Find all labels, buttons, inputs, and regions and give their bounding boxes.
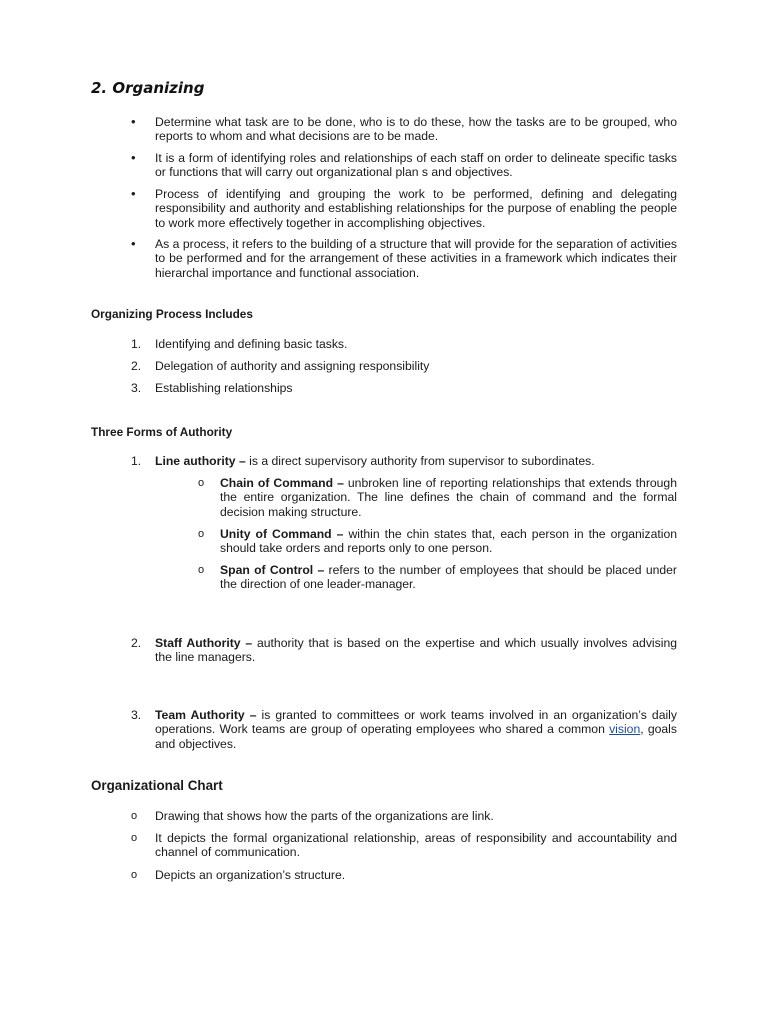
list-item: Depicts an organization’s structure. xyxy=(155,868,346,882)
chart-heading: Organizational Chart xyxy=(91,778,223,793)
circle-marker: o xyxy=(131,869,138,881)
bullet-marker: • xyxy=(131,236,136,251)
term: Chain of Command – xyxy=(220,476,344,490)
list-item: Delegation of authority and assigning responsibility xyxy=(155,359,430,373)
list-number: 3. xyxy=(131,381,142,395)
authority-heading: Three Forms of Authority xyxy=(91,425,233,439)
list-number: 2. xyxy=(131,636,142,650)
bullet-marker: • xyxy=(131,150,136,165)
line-authority-item xyxy=(155,454,677,468)
list-item: Identifying and defining basic tasks. xyxy=(155,337,348,351)
process-heading: Organizing Process Includes xyxy=(91,307,253,321)
definition-end: , goals and objectives. xyxy=(155,722,677,751)
team-authority-item xyxy=(155,708,677,751)
bullet-marker: • xyxy=(131,114,136,129)
term: Unity of Command – xyxy=(220,527,344,541)
list-item: It is a form of identifying roles and relationships of each staff on order to delineate specific tasks or functions that will carry out organizational plan s and objectives. xyxy=(155,151,677,180)
circle-marker: o xyxy=(198,477,205,489)
vision-link[interactable]: vision xyxy=(609,722,641,737)
list-number: 1. xyxy=(131,454,142,468)
circle-marker: o xyxy=(198,528,205,540)
list-item xyxy=(220,527,677,556)
list-item: It depicts the formal organizational relationship, areas of responsibility and accountability and channel of communication. xyxy=(155,831,677,860)
definition: is a direct supervisory authority from supervisor to subordinates. xyxy=(245,454,595,468)
list-number: 1. xyxy=(131,337,142,351)
term: Team Authority – xyxy=(155,708,257,722)
definition: within the chin states that, each person in the organization should take orders and reports only to one person. xyxy=(220,527,678,556)
list-item xyxy=(220,476,677,519)
definition: is granted to committees or work teams involved in an organization’s daily operations. Work teams are group of operating employees who shared a common xyxy=(155,708,677,737)
term: Span of Control – xyxy=(220,563,325,577)
term: Line authority – xyxy=(155,454,246,468)
circle-marker: o xyxy=(131,832,138,844)
definition: unbroken line of reporting relationships that extends through the entire organization. The line defines the chain of command and the formal decision making structure. xyxy=(220,476,677,519)
list-item: Determine what task are to be done, who is to do these, how the tasks are to be grouped, who reports to whom and what decisions are to be made. xyxy=(155,115,677,144)
list-item xyxy=(220,563,677,592)
page-title: 2. Organizing xyxy=(91,79,205,97)
circle-marker: o xyxy=(198,564,205,576)
list-item: Process of identifying and grouping the work to be performed, defining and delegating responsibility and authority and establishing relationships for the purpose of enabling the people to work more effectively together in accomplishing objectives. xyxy=(155,187,677,230)
list-item: Establishing relationships xyxy=(155,381,293,395)
list-item: Drawing that shows how the parts of the organizations are link. xyxy=(155,809,494,823)
staff-authority-item xyxy=(155,636,677,665)
definition: authority that is based on the expertise and which usually involves advising the line managers. xyxy=(155,636,677,665)
list-item: As a process, it refers to the building of a structure that will provide for the separation of activities to be performed and for the arrangement of these activities in a framework which indicates their hierarchal importance and functional association. xyxy=(155,237,677,280)
list-number: 2. xyxy=(131,359,142,373)
bullet-marker: • xyxy=(131,186,136,201)
term: Staff Authority – xyxy=(155,636,253,650)
circle-marker: o xyxy=(131,810,138,822)
definition: refers to the number of employees that should be placed under the direction of one leader-manager. xyxy=(220,563,677,592)
list-number: 3. xyxy=(131,708,142,722)
